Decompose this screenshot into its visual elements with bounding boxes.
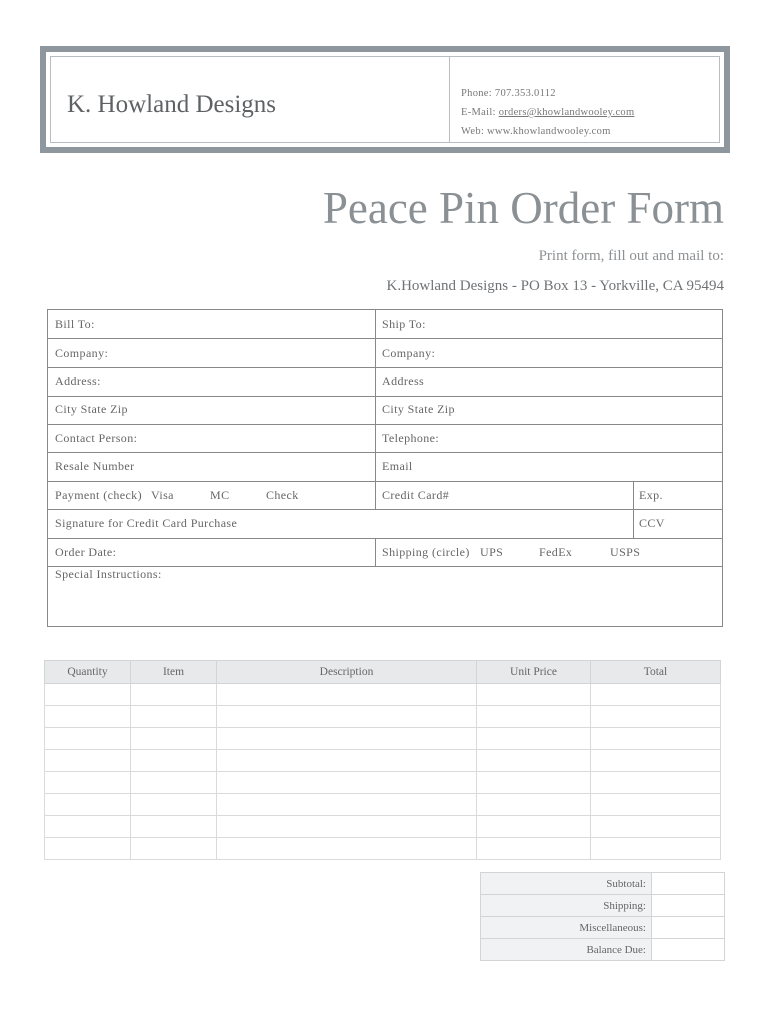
total-cell[interactable]: [591, 728, 721, 750]
unit-price-column-header: Unit Price: [477, 661, 591, 684]
miscellaneous-value[interactable]: [652, 917, 725, 939]
order-items-table: [44, 660, 721, 860]
page-title: Peace Pin Order Form: [322, 183, 724, 233]
total-cell[interactable]: [591, 838, 721, 860]
order-date-field[interactable]: Order Date:: [55, 545, 117, 559]
letterhead: [40, 46, 730, 153]
shipping-row: [481, 895, 725, 917]
mail-instructions: Print form, fill out and mail to:: [538, 248, 724, 264]
web-address: Web: www.khowlandwooley.com: [461, 126, 611, 137]
email-link[interactable]: orders@khowlandwooley.com: [498, 107, 635, 118]
special-instructions-field[interactable]: Special Instructions:: [55, 567, 162, 581]
subtotal-value[interactable]: [652, 873, 725, 895]
payment-mc-option[interactable]: MC: [210, 488, 230, 502]
description-column-header: Description: [217, 661, 477, 684]
payment-label: Payment (check): [55, 488, 142, 502]
ship-company-field[interactable]: Company:: [382, 346, 436, 360]
quantity-cell[interactable]: [45, 816, 131, 838]
item-cell[interactable]: [131, 838, 217, 860]
quantity-cell[interactable]: [45, 706, 131, 728]
letterhead-divider: [449, 57, 450, 142]
ccv-field[interactable]: CCV: [639, 516, 665, 530]
unit-price-cell[interactable]: [477, 706, 591, 728]
total-cell[interactable]: [591, 772, 721, 794]
telephone-field[interactable]: Telephone:: [382, 431, 440, 445]
description-cell[interactable]: [217, 706, 477, 728]
subtotal-label: Subtotal:: [481, 873, 652, 895]
balance-due-row: [481, 939, 725, 961]
bill-to-field[interactable]: Bill To:: [55, 317, 95, 331]
total-cell[interactable]: [591, 684, 721, 706]
column-divider: [375, 538, 376, 567]
shipping-total-label: Shipping:: [481, 895, 652, 917]
column-divider: [375, 310, 376, 510]
unit-price-cell[interactable]: [477, 772, 591, 794]
item-cell[interactable]: [131, 706, 217, 728]
description-cell[interactable]: [217, 794, 477, 816]
payment-visa-option[interactable]: Visa: [151, 488, 174, 502]
expiration-field[interactable]: Exp.: [639, 488, 663, 502]
total-column-header: Total: [591, 661, 721, 684]
item-cell[interactable]: [131, 728, 217, 750]
total-cell[interactable]: [591, 816, 721, 838]
payment-check-option[interactable]: Check: [266, 488, 299, 502]
item-cell[interactable]: [131, 684, 217, 706]
table-row[interactable]: [45, 816, 721, 838]
ship-city-state-zip-field[interactable]: City State Zip: [382, 402, 455, 416]
column-divider: [633, 481, 634, 538]
balance-due-label: Balance Due:: [481, 939, 652, 961]
description-cell[interactable]: [217, 728, 477, 750]
quantity-cell[interactable]: [45, 750, 131, 772]
resale-number-field[interactable]: Resale Number: [55, 459, 135, 473]
phone-number: Phone: 707.353.0112: [461, 88, 556, 99]
total-cell[interactable]: [591, 706, 721, 728]
item-cell[interactable]: [131, 794, 217, 816]
shipping-fedex-option[interactable]: FedEx: [539, 545, 573, 559]
email-label: E-Mail:: [461, 107, 499, 118]
brand-name: K. Howland Designs: [67, 91, 277, 118]
unit-price-cell[interactable]: [477, 728, 591, 750]
shipping-label: Shipping (circle): [382, 545, 470, 559]
total-cell[interactable]: [591, 794, 721, 816]
ship-to-field[interactable]: Ship To:: [382, 317, 426, 331]
item-column-header: Item: [131, 661, 217, 684]
table-row[interactable]: [45, 838, 721, 860]
miscellaneous-label: Miscellaneous:: [481, 917, 652, 939]
table-row[interactable]: [45, 728, 721, 750]
quantity-cell[interactable]: [45, 794, 131, 816]
table-header-row: [45, 661, 721, 684]
description-cell[interactable]: [217, 750, 477, 772]
unit-price-cell[interactable]: [477, 750, 591, 772]
miscellaneous-row: [481, 917, 725, 939]
description-cell[interactable]: [217, 838, 477, 860]
total-cell[interactable]: [591, 750, 721, 772]
description-cell[interactable]: [217, 816, 477, 838]
signature-field[interactable]: Signature for Credit Card Purchase: [55, 516, 238, 530]
table-row[interactable]: [45, 684, 721, 706]
quantity-cell[interactable]: [45, 772, 131, 794]
contact-person-field[interactable]: Contact Person:: [55, 431, 138, 445]
table-row[interactable]: [45, 772, 721, 794]
company-field[interactable]: Company:: [55, 346, 109, 360]
shipping-usps-option[interactable]: USPS: [610, 545, 641, 559]
mailing-address: K.Howland Designs - PO Box 13 - Yorkville, CA 95494: [386, 278, 724, 294]
item-cell[interactable]: [131, 772, 217, 794]
email-line: [461, 107, 634, 118]
quantity-cell[interactable]: [45, 684, 131, 706]
order-totals: [480, 872, 725, 961]
table-row[interactable]: [45, 750, 721, 772]
table-row[interactable]: [45, 706, 721, 728]
quantity-cell[interactable]: [45, 838, 131, 860]
table-row[interactable]: [45, 794, 721, 816]
quantity-cell[interactable]: [45, 728, 131, 750]
address-field[interactable]: Address:: [55, 374, 101, 388]
ship-address-field[interactable]: Address: [382, 374, 425, 388]
shipping-ups-option[interactable]: UPS: [480, 545, 504, 559]
unit-price-cell[interactable]: [477, 684, 591, 706]
unit-price-cell[interactable]: [477, 816, 591, 838]
quantity-column-header: Quantity: [45, 661, 131, 684]
subtotal-row: [481, 873, 725, 895]
credit-card-field[interactable]: Credit Card#: [382, 488, 450, 502]
unit-price-cell[interactable]: [477, 838, 591, 860]
description-cell[interactable]: [217, 772, 477, 794]
item-cell[interactable]: [131, 816, 217, 838]
description-cell[interactable]: [217, 684, 477, 706]
order-info-form: [47, 309, 723, 627]
email-field[interactable]: Email: [382, 459, 413, 473]
shipping-value[interactable]: [652, 895, 725, 917]
item-cell[interactable]: [131, 750, 217, 772]
balance-due-value[interactable]: [652, 939, 725, 961]
unit-price-cell[interactable]: [477, 794, 591, 816]
city-state-zip-field[interactable]: City State Zip: [55, 402, 128, 416]
